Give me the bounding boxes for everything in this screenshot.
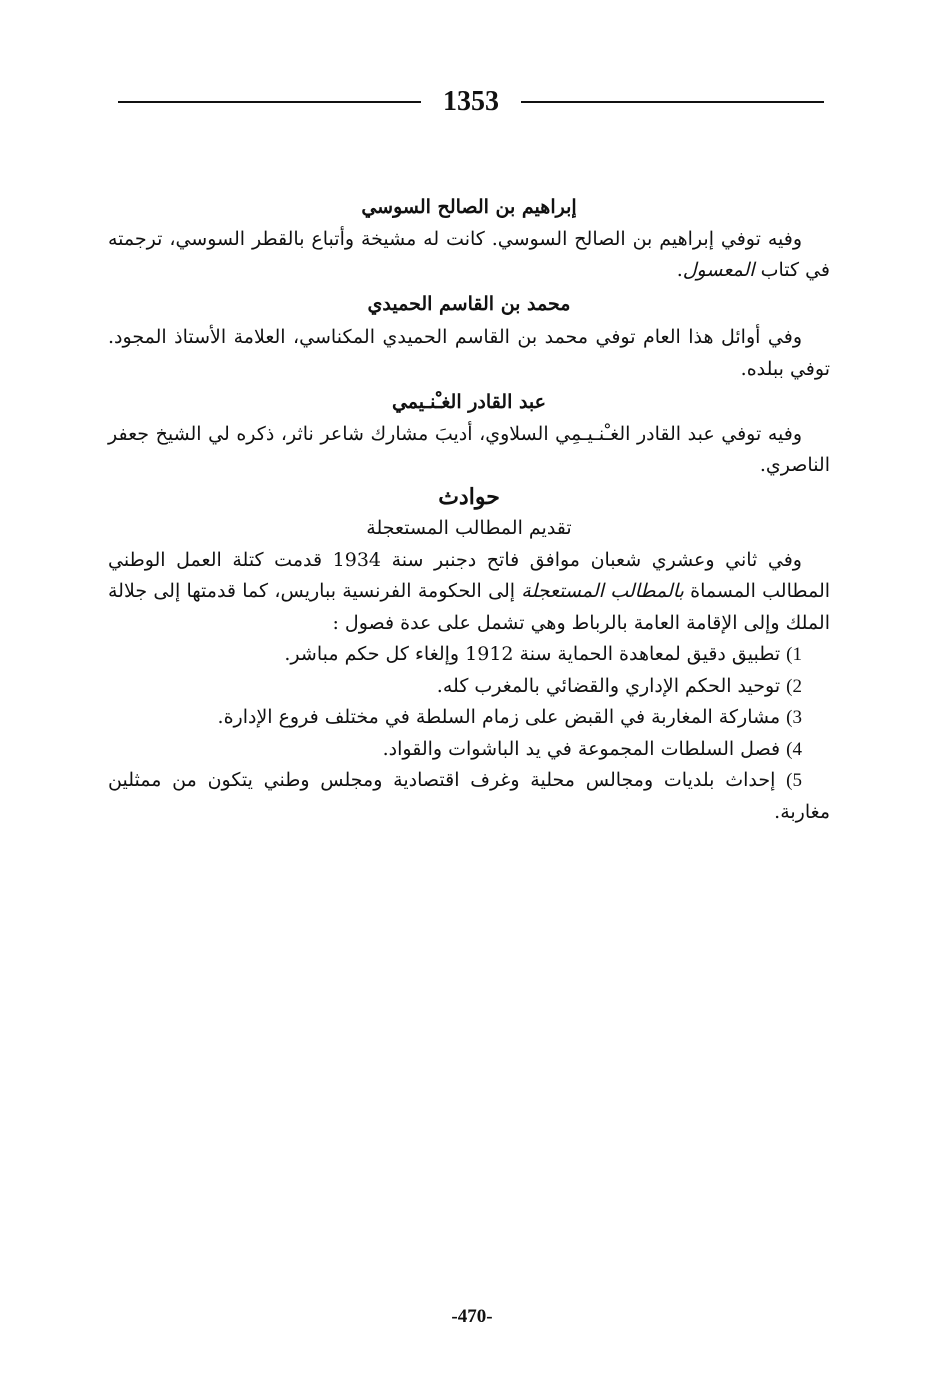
event-text: وفي ثاني وعشري شعبان موافق فاتح دجنبر سنة 1934 قدمت كتلة العمل الوطني المطالب المسماة	[108, 548, 831, 602]
header-rule-left	[118, 101, 421, 103]
list-text: مشاركة المغاربة في القبض على زمام السلطة في مختلف فروع الإدارة.	[217, 706, 781, 728]
header-year: 1353	[443, 86, 499, 117]
list-number: 4)	[786, 738, 802, 760]
list-item	[108, 671, 830, 703]
list-item	[108, 702, 830, 734]
entry-paragraph	[108, 224, 830, 287]
list-item	[108, 639, 830, 671]
list-text: توحيد الحكم الإداري والقضائي بالمغرب كله.	[436, 674, 781, 697]
event-paragraph	[108, 545, 830, 640]
entry-paragraph: وفي أوائل هذا العام توفي محمد بن القاسم الحميدي المكناسي، العلامة الأستاذ المجود. توفي ببلده.	[108, 326, 830, 380]
list-text: فصل السلطات المجموعة في يد الباشوات والقواد.	[382, 737, 781, 760]
section-title: حوادث	[438, 483, 500, 510]
book-title: المعسول	[682, 259, 755, 281]
list-number: 2)	[786, 675, 802, 697]
list-item	[108, 734, 830, 766]
entry-text-end: .	[676, 259, 683, 281]
event-text-end: إلى الحكومة الفرنسية بباريس، كما قدمتها إلى جلالة الملك وإلى الإقامة العامة بالرباط وهي تشمل على عدة فصول :	[108, 580, 830, 634]
demands-title: بالمطالب المستعجلة	[521, 580, 684, 602]
demands-list	[108, 639, 830, 828]
entry-text: وفيه توفي إبراهيم بن الصالح السوسي. كانت له مشيخة وأتباع بالقطر السوسي، ترجمته في كتاب	[108, 227, 830, 281]
entry-heading: محمد بن القاسم الحميدي	[367, 292, 571, 315]
event-heading: تقديم المطالب المستعجلة	[366, 517, 572, 539]
list-text: تطبيق دقيق لمعاهدة الحماية سنة 1912 وإلغاء كل حكم مباشر.	[284, 643, 781, 665]
entry-heading: عبد القادر الغـْنـيمي	[391, 391, 547, 413]
page-header	[118, 82, 824, 122]
page-number: -470-	[451, 1306, 493, 1327]
list-number: 3)	[786, 707, 802, 728]
list-number: 5)	[786, 770, 802, 791]
list-number: 1)	[786, 644, 802, 665]
entry-heading: إبراهيم بن الصالح السوسي	[361, 196, 577, 218]
header-rule-right	[521, 101, 824, 103]
page-content	[108, 192, 830, 828]
list-item	[108, 765, 830, 828]
entry-paragraph: وفيه توفي عبد القادر الغـْنـيـمِي السلاوي، أديبَ مشارك شاعر ناثر، ذكره لي الشيخ جعفر الناصري.	[108, 422, 830, 476]
list-text: إحداث بلديات ومجالس محلية وغرف اقتصادية ومجلس وطني يتكون من ممثلين مغاربة.	[108, 769, 830, 823]
